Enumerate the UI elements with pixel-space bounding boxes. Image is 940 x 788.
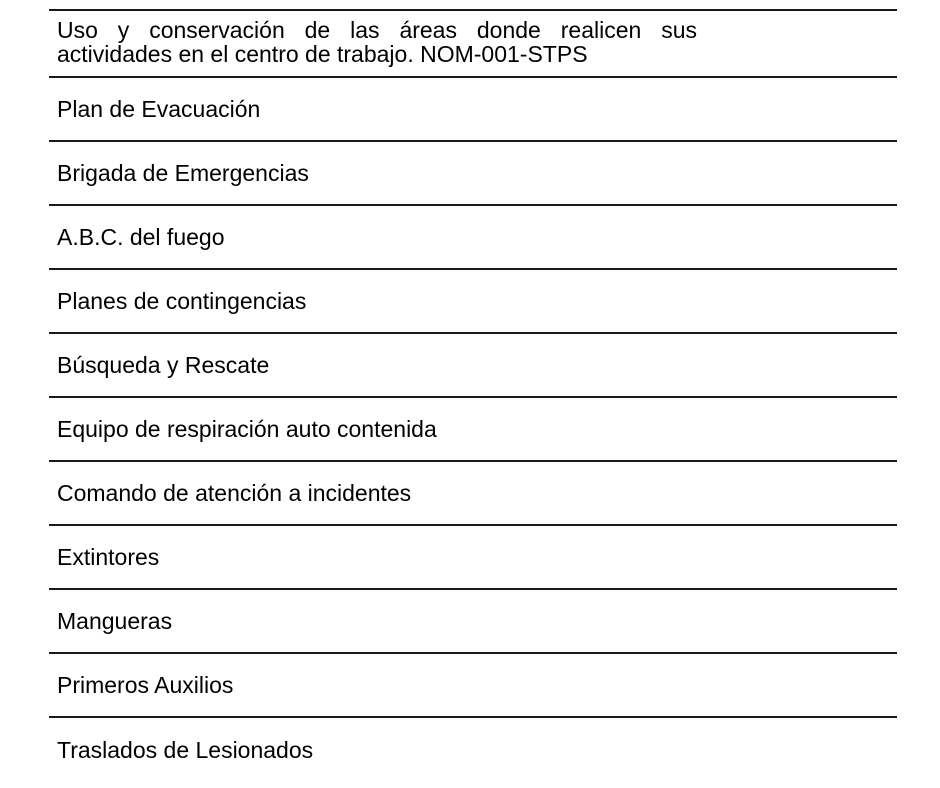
- table-cell: Uso y conservación de las áreas donde realicen sus actividades en el centro de trabajo. NOM-001-STPS: [57, 17, 697, 67]
- table-row: [49, 334, 897, 398]
- table-row: [49, 526, 897, 590]
- table-cell: Primeros Auxilios: [57, 672, 234, 698]
- table-row: [49, 462, 897, 526]
- table-cell: Equipo de respiración auto contenida: [57, 416, 437, 442]
- table-row: [49, 398, 897, 462]
- table-row: [49, 590, 897, 654]
- table-cell: Extintores: [57, 544, 160, 570]
- table-row: [49, 718, 897, 782]
- table-row: [49, 142, 897, 206]
- table-cell: Traslados de Lesionados: [57, 737, 314, 763]
- table-cell: Comando de atención a incidentes: [57, 480, 412, 506]
- table-row: [49, 270, 897, 334]
- table-cell: Mangueras: [57, 608, 173, 634]
- training-topics-table: [49, 9, 897, 782]
- table-cell: Plan de Evacuación: [57, 96, 261, 122]
- table-row: [49, 654, 897, 718]
- table-row: [49, 11, 897, 78]
- table-row: [49, 206, 897, 270]
- table-cell: Búsqueda y Rescate: [57, 352, 270, 378]
- table-row: [49, 78, 897, 142]
- table-cell: Planes de contingencias: [57, 288, 307, 314]
- table-cell: A.B.C. del fuego: [57, 224, 225, 250]
- table-cell: Brigada de Emergencias: [57, 160, 309, 186]
